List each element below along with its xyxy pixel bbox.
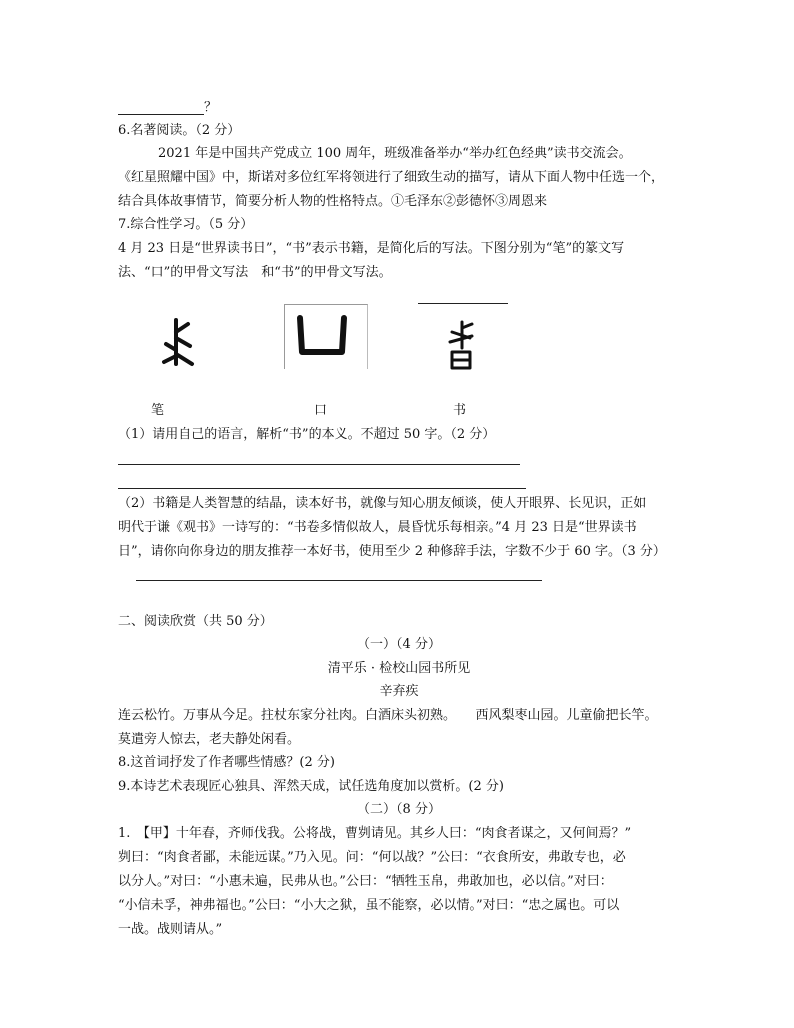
answer-line-q7-2[interactable]: [136, 580, 542, 581]
q5-question-mark: ？: [204, 100, 218, 115]
char-label-bi: 笔: [151, 403, 165, 418]
answer-blank-q5[interactable]: [118, 114, 204, 115]
glyph-top-line: [418, 303, 508, 304]
poem-line-2: 莫遣旁人惊去，老夫静处闲看。: [118, 732, 301, 747]
q8: 8.这首词抒发了作者哪些情感？(2 分): [118, 755, 335, 770]
answer-line-q7-1b[interactable]: [118, 488, 526, 489]
q6-line-3: 结合具体故事情节，简要分析人物的性格特点。①毛泽东②彭德怀③周恩来: [118, 194, 548, 209]
q7-heading: 7.综合性学习。（5 分）: [118, 217, 254, 232]
q7-sub2-line-1: （2）书籍是人类智慧的结晶，读本好书，就像与知心朋友倾谈，使人开眼界、长见识，正如: [118, 496, 647, 511]
passage-line-1: 1. 【甲】十年春，齐师伐我。公将战，曹刿请见。其乡人曰：“肉食者谋之，又何间焉？”: [118, 826, 632, 841]
poem-author: 辛弃疾: [379, 684, 419, 699]
part1-label: （一）（4 分）: [357, 637, 441, 652]
q7-intro-1: 4 月 23 日是“世界读书日”，“书”表示书籍，是简化后的写法。下图分别为“笔”的篆文写: [118, 241, 625, 256]
poem-title: 清平乐 · 检校山园书所见: [327, 661, 471, 676]
char-label-kou: 口: [314, 403, 328, 418]
section2-heading: 二、阅读欣赏（共 50 分）: [118, 614, 273, 629]
q7-sub2-line-2: 明代于谦《观书》一诗写的：“书卷多情似故人，晨昏忧乐每相亲。”4 月 23 日是“世界读书: [118, 520, 637, 535]
oracle-bone-shu-image: [440, 318, 480, 374]
passage-line-2: 刿曰：“肉食者鄙，未能远谋。”乃入见。问：“何以战？”公曰：“衣食所安，弗敢专也，必: [118, 850, 626, 865]
passage-line-4: “小信未孚，神弗福也。”公曰：“小大之狱，虽不能察，必以情。”对曰：“忠之属也。可以: [118, 898, 620, 913]
passage-line-3: 以分人。”对曰：“小惠未遍，民弗从也。”公曰：“牺牲玉帛，弗敢加也，必以信。”对曰：: [118, 874, 613, 889]
answer-line-q7-1a[interactable]: [118, 464, 520, 465]
char-label-shu: 书: [453, 403, 467, 418]
seal-script-bi-image: [156, 316, 204, 368]
part2-label: （二）（8 分）: [357, 802, 441, 817]
oracle-bone-kou-image: [292, 312, 352, 360]
poem-line-1: 连云松竹。万事从今足。拄杖东家分社肉。白酒床头初熟。 西风梨枣山园。儿童偷把长竿。: [118, 708, 658, 723]
q6-heading: 6.名著阅读。（2 分）: [118, 123, 241, 138]
q9: 9.本诗艺术表现匠心独具、浑然天成，试任选角度加以赏析。(2 分): [118, 779, 504, 794]
q7-sub2-line-3: 日”，请你向你身边的朋友推荐一本好书，使用至少 2 种修辞手法，字数不少于 60 字。（3 分）: [118, 544, 666, 559]
q7-intro-2: 法、“口”的甲骨文写法 和“书”的甲骨文写法。: [118, 265, 392, 280]
q6-line-2: 《红星照耀中国》中，斯诺对多位红军将领进行了细致生动的描写，请从下面人物中任选一个，: [118, 170, 665, 185]
q6-line-1: 2021 年是中国共产党成立 100 周年，班级准备举办“举办红色经典”读书交流会。: [158, 146, 632, 161]
q7-sub1: （1）请用自己的语言，解析“书”的本义。不超过 50 字。（2 分）: [118, 427, 496, 442]
passage-line-5: 一战。战则请从。”: [118, 922, 223, 937]
